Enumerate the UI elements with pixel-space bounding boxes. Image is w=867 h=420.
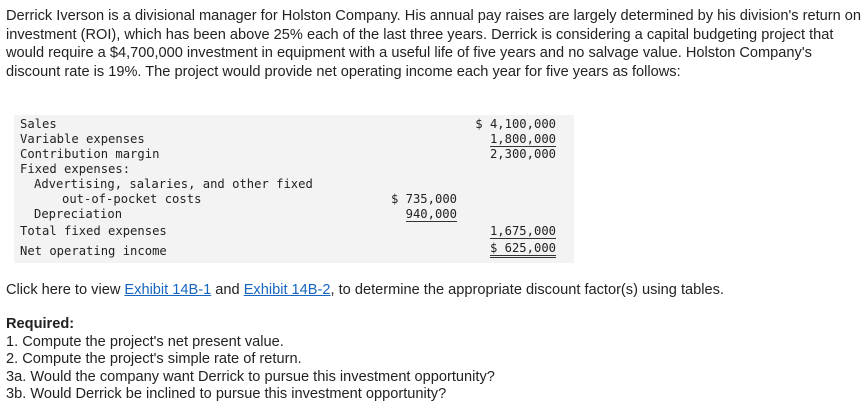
exhibit-suffix: , to determine the appropriate discount factor(s) using tables.	[330, 282, 724, 298]
exhibit-middle: and	[211, 282, 244, 298]
required-item-3b: 3b. Would Derrick be inclined to pursue this investment opportunity?	[6, 386, 447, 402]
total-fixed-expenses-value: 1,675,000	[489, 224, 556, 238]
required-item-2: 2. Compute the project's simple rate of return.	[6, 351, 302, 367]
advertising-label-line2: out-of-pocket costs	[62, 192, 202, 206]
net-operating-income-value: $ 625,000	[490, 241, 556, 258]
fixed-expenses-label: Fixed expenses:	[20, 162, 131, 176]
problem-intro: Derrick Iverson is a divisional manager for Holston Company. His annual pay raises are largely determined by his division's return on investment (ROI), which has been above 25% each of the last three years. Derrick is considering a capital budgeting project that would require a $4,700,000 investment in equipment with a useful life of five years and no salvage value. Holston Company's discount rate is 19%. The project would provide net operating income each year for five years as follows:	[6, 8, 862, 80]
exhibit-instructions	[6, 281, 724, 299]
depreciation-label: Depreciation	[34, 207, 123, 221]
sales-value: $ 4,100,000	[475, 117, 556, 131]
exhibit-prefix: Click here to view	[6, 282, 125, 298]
income-statement-table	[14, 115, 574, 263]
variable-expenses-value: 1,800,000	[489, 132, 556, 146]
total-fixed-expenses-label: Total fixed expenses	[20, 224, 167, 238]
required-section	[6, 316, 495, 404]
required-item-3a: 3a. Would the company want Derrick to pursue this investment opportunity?	[6, 368, 495, 385]
advertising-value: $ 735,000	[390, 192, 457, 206]
variable-expenses-label: Variable expenses	[20, 132, 145, 146]
depreciation-value: 940,000	[405, 207, 457, 221]
sales-label: Sales	[20, 117, 57, 131]
required-heading: Required:	[6, 316, 75, 332]
exhibit-14b-2-link[interactable]: Exhibit 14B-2	[243, 282, 331, 298]
contribution-margin-value: 2,300,000	[489, 147, 556, 161]
exhibit-14b-1-link[interactable]: Exhibit 14B-1	[124, 282, 212, 298]
required-item-1: 1. Compute the project's net present value.	[6, 333, 284, 350]
net-operating-income-label: Net operating income	[20, 244, 167, 258]
advertising-label-line1: Advertising, salaries, and other fixed	[34, 177, 313, 191]
contribution-margin-label: Contribution margin	[20, 147, 160, 161]
